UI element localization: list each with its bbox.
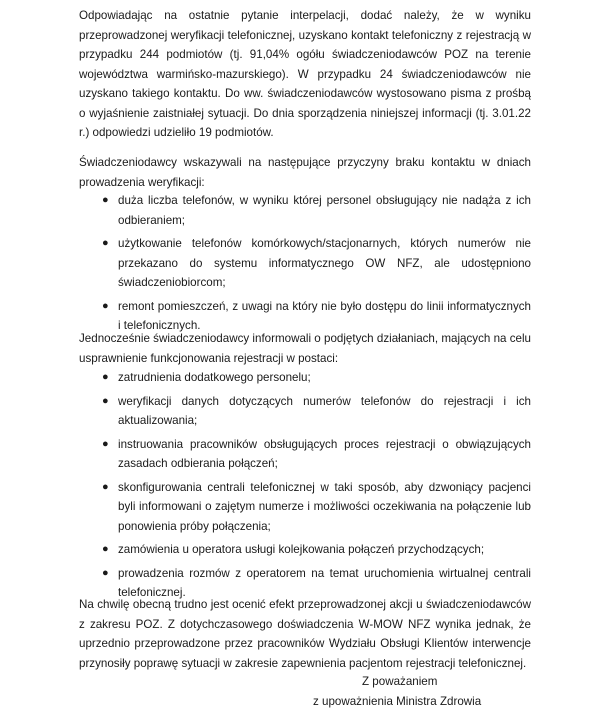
list-item-text: zatrudnienia dodatkowego personelu; [118,371,311,384]
list-item-text: weryfikacji danych dotyczących numerów telefonów do rejestracji i ich aktualizowania; [118,394,531,427]
bullet-icon: ● [102,371,109,383]
bullet-icon: ● [102,543,109,555]
bullet-icon: ● [102,437,109,450]
bullet-icon: ● [102,194,109,206]
reasons-list [79,191,531,340]
list-item [79,435,531,474]
list-item-text: użytkowanie telefonów komórkowych/stacjonarnych, których numerów nie przekazano do systemu informatycznego OW NFZ, ale udostępniono świadczeniobiorcom; [118,237,531,289]
list-item [79,191,531,230]
list-item [79,540,531,560]
list-item-text: remont pomieszczeń, z uwagi na który nie było dostępu do linii informatycznych i telefonicznych. [118,299,531,332]
list-item-text: skonfigurowania centrali telefonicznej w taki sposób, aby dzwoniący pacjenci byli informowani o zajętym numerze i możliwości oczekiwania na połączenie lub ponowienia próby połączenia; [118,480,531,533]
paragraph-reasons-intro: Świadczeniodawcy wskazywali na następujące przyczyny braku kontaktu w dniach prowadzenia weryfikacji: [79,156,531,189]
closing-authority: z upoważnienia Ministra Zdrowia [313,695,482,708]
paragraph-actions-intro: Jednocześnie świadczeniodawcy informowali o podjętych działaniach, mających na celu usprawnienie funkcjonowania rejestracji w postaci: [79,332,531,365]
list-item [79,234,531,293]
list-item [79,368,531,388]
actions-list [79,368,531,607]
list-item-text: duża liczba telefonów, w wyniku której personel obsługujący nie nadąża z ich odbieraniem; [118,194,531,227]
list-item-text: instruowania pracowników obsługujących proces rejestracji o obwiązujących zasadach odbierania połączeń; [118,437,531,470]
paragraph-conclusion: Na chwilę obecną trudno jest ocenić efekt przeprowadzonej akcji u świadczeniodawców z zakresu POZ. Z dotychczasowego doświadczenia W-MOW NFZ wynika jednak, że uprzednio przeprowadzone przez pracowników Wydziału Obsługi Klientów interwencje przynosiły poprawę sytuacji w zakresie zapewnienia pacjentom rejestracji telefonicznej. [79,598,531,670]
bullet-icon: ● [102,299,109,312]
bullet-icon: ● [102,394,109,407]
closing-greeting: Z poważaniem [362,675,438,688]
list-item-text: prowadzenia rozmów z operatorem na temat uruchomienia wirtualnej centrali telefonicznej. [118,566,531,599]
list-item-text: zamówienia u operatora usługi kolejkowania połączeń przychodzących; [118,543,485,556]
list-item [79,478,531,537]
bullet-icon: ● [102,566,109,579]
bullet-icon: ● [102,480,109,493]
paragraph-verification-results: Odpowiadając na ostatnie pytanie interpelacji, dodać należy, że w wyniku przeprowadzonej weryfikacji telefonicznej, uzyskano kontakt telefoniczny z rejestracją w przypadku 244 podmiotów (tj. 91,04% ogółu świadczeniodawców POZ na terenie województwa warmińsko-mazurskiego). W przypadku 24 świadczeniodawców nie uzyskano takiego kontaktu. Do ww. świadczeniodawców wystosowano pisma z prośbą o wyjaśnienie zaistniałej sytuacji. Do dnia sporządzenia niniejszej informacji (tj. 3.01.22 r.) odpowiedzi udzieliło 19 podmiotów. [79,9,531,139]
bullet-icon: ● [102,237,109,249]
list-item [79,392,531,431]
